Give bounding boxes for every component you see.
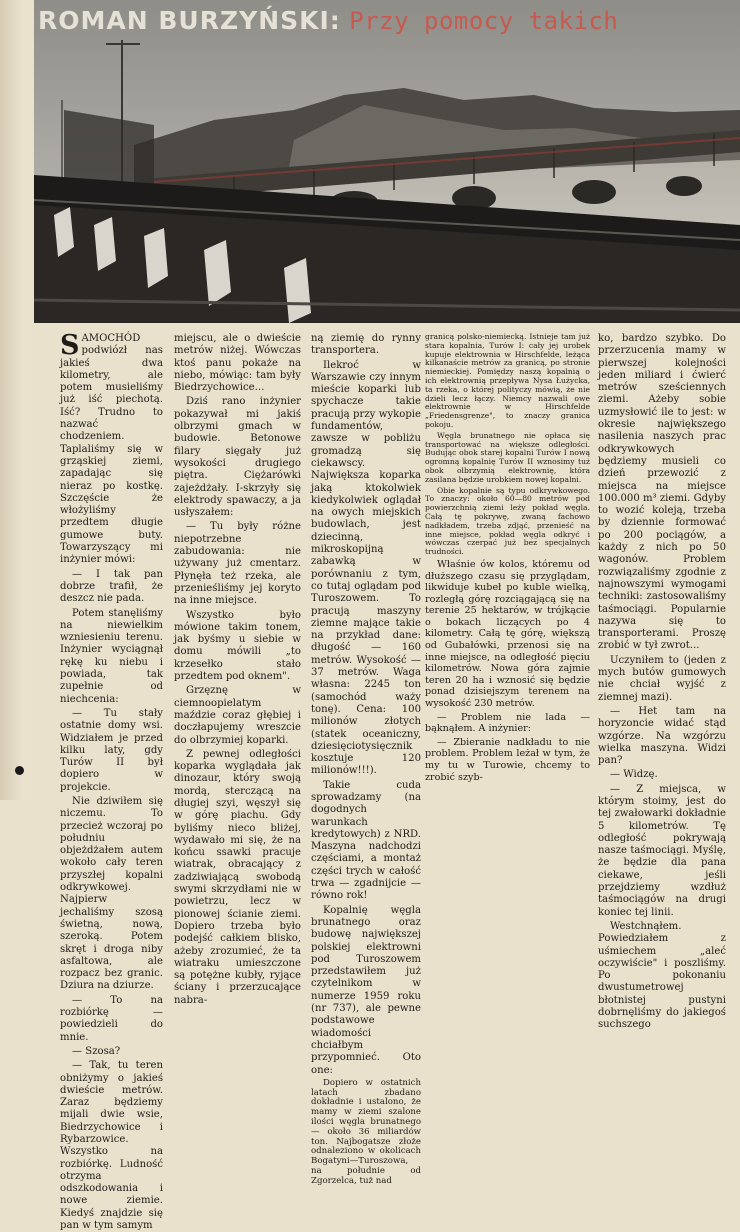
paragraph: Dziś rano inżynier pokazywał mi jakiś olbrzymi gmach w budowie. Betonowe filary sięgały już wysokości drugiego piętra. Ciężarówki zajeżdżały. I-skrzyły się elektrody spawaczy, a ja usłyszałem: [174, 396, 301, 519]
paragraph: — Problem nie lada — bąknąłem. A inżynier: [425, 711, 590, 735]
paragraph: — I tak pan dobrze trafił, że deszcz nie pada. [60, 568, 163, 605]
paragraph: AMOCHÓD podwiózł nas jakieś dwa kilometry, ale potem musieliśmy już iść piechotą. Iść? Trudno to nazwać chodzeniem. Taplaliśmy się w grząskiej ziemi, zapadając się nieraz po kostkę. Szczęście że włożyliśmy przedtem długie gumowe buty. Towarzyszący mi inżynier mówi: [60, 333, 163, 566]
paragraph: Takie cuda sprowadzamy (na dogodnych warunkach kredytowych) z NRD. Maszyna nadchodzi częściami, a montaż części trych w całość trwa — zgadnijcie — równo rok! [311, 779, 421, 902]
text-column-5 [598, 333, 726, 1031]
text-column-1 [60, 330, 163, 1232]
paragraph: Z pewnej odległości koparka wyglądała jak dinozaur, który swoją mordą, sterczącą na długiej szyi, węszył się w górę piachu. Gdy byliśmy nieco bliżej, wydawało mi się, że na końcu ssawki pracuje wiatrak, obracający z zadziwiającą swobodą swymi skrzydłami nie w powietrzu, lecz w pionowej ścianie ziemi. Dopiero trzeba było podejść całkiem blisko, ażeby zrozumieć, że ta wiatraku umieszczone są potężne kubły, ryjące ściany i przerzucające nabra- [174, 748, 301, 1006]
paragraph: Uczyniłem to (jeden z mych butów gumowych nie chciał wyjść z ziemnej mazi). [598, 654, 726, 703]
paragraph: Ilekroć w Warszawie czy innym mieście koparki lub spychacze takie pracują przy wykopie fundamentów, zawsze w pobliżu gromadzą się ciekawscy. Największa koparka jaką ktokolwiek kiedykolwiek oglądał na owych miejskich budowlach, jest dziecinną, mikroskopijną zabawką w porównaniu z tym, co tutaj oglądam pod Turoszowem. To pracują maszyny ziemne mające takie na przykład dane: długość — 160 metrów. Wysokość — 37 metrów. Waga własna: 2245 ton (samochód waży tonę). Cena: 100 milionów złotych (statek oceaniczny, dziesięciotysięcznik kosztuje 120 milionów!!!). [311, 359, 421, 777]
paragraph: Grzęznę w ciemnoopielatym maździe coraz głębiej i doczłapujemy wreszcie do olbrzymiej koparki. [174, 685, 301, 746]
text-column-2 [174, 333, 301, 1006]
paragraph: ną ziemię do rynny transportera. [311, 333, 421, 357]
paragraph: — Widzę. [610, 769, 658, 781]
paragraph: Westchnąłem. Powiedziałem z uśmiechem „aleć oczywiście" i poszliśmy. Po pokonaniu dwustumetrowej błotnistej pustyni dobrnęliśmy do jakiegoś suchszego [598, 920, 726, 1031]
article-headline [38, 2, 738, 42]
paragraph: — Szosa? [72, 1045, 121, 1057]
paragraph: — Tu stały ostatnie domy wsi. Widziałem je przed kilku laty, gdy Turów II był dopiero w projekcie. [60, 707, 163, 793]
text-column-3 [311, 333, 421, 1186]
paragraph: — Het tam na horyzoncie widać stąd wzgórze. Na wzgórzu wielka maszyna. Widzi pan? [598, 705, 726, 767]
bullet-dot [15, 766, 24, 775]
paragraph-small: Dopiero w ostatnich latach zbadano dokładnie i ustalono, że mamy w ziemi szalone ilości węgla brunatnego — około 36 miliardów ton. Najbogatsze złoże odnaleziono w okolicach Bogatyni—Turoszowa, na południe od Zgorzelca, tuż nad [311, 1077, 421, 1186]
article-photo [34, 0, 740, 323]
paragraph: Właśnie ów kolos, któremu od dłuższego czasu się przyglądam, likwiduje kubeł po kuble wielką, rozległą górę rozciągającą się na terenie 25 hektarów, w trójkącie o bokach liczących po 4 kilometry. Całą tę górę, większą od Gubałówki, przenosi się na inne miejsce, na odległość pięciu kilometrów. Nowa góra zajmie teren 20 ha i wznosić się będzie ponad dzisiejszym terenem na wysokość 230 metrów. [425, 558, 590, 710]
paragraph: Nie dziwiłem się niczemu. To przecież wczoraj po południu objeżdżałem autem wokoło cały teren przyszłej kopalni odkrywkowej. Najpierw jechaliśmy szosą świetną, nową, szeroką. Potem skręt i droga niby asfaltowa, ale rozpacz bez granic. Dziura na dziurze. [60, 795, 163, 992]
paragraph: ko, bardzo szybko. Do przerzucenia mamy w pierwszej kolejności jeden miliard i ćwierć metrów sześciennych ziemi. Ażeby sobie uzmysłowić ile to jest: w okresie największego nasilenia naszych prac odkrywkowych będziemy musieli co dzień przewozić z miejsca na miejsce 100.000 m³ ziemi. Gdyby to wozić koleją, trzeba by dziennie formować po 200 pociągów, a każdy z nich po 50 wagonów. Problem rozwiązaliśmy zgodnie z najnowszymi wymogami techniki: zastosowaliśmy taśmociągi. Popularnie nazywa się to transporterami. Proszę zrobić w tył zwrot... [598, 333, 726, 652]
article-title: Przy pomocy takich [349, 7, 619, 35]
page-binding-margin [0, 0, 34, 800]
paragraph: — To na rozbiórkę — powiedzieli do mnie. [60, 994, 163, 1043]
conveyor-photo-illustration [34, 0, 740, 323]
text-column-4 [425, 333, 590, 795]
paragraph: — Z miejsca, w którym stoimy, jest do tej zwałowarki dokładnie 5 kilometrów. Tę odległość pokrywają nasze taśmociągi. Myślę, że będzie dla pana ciekawe, jeśli przejdziemy wzdłuż taśmociągów na drugi koniec tej linii. [598, 783, 726, 918]
drop-cap: S [60, 330, 80, 361]
paragraph: — Tak, tu teren obniżymy o jakieś dwieście metrów. Zaraz będziemy mijali dwie wsie, Biedrzychowice i Rybarzowice. Wszystko na rozbiórkę. Ludność otrzyma odszkodowania i nowe ziemie. Kiedyś znajdzie się pan w tym samym [60, 1060, 163, 1232]
paragraph: Wszystko było mówione takim tonem, jak byśmy u siebie w domu mówili „to krzesełko stało przedtem pod oknem". [174, 609, 301, 683]
paragraph-small: Obie kopalnie są typu odkrywkowego. To znaczy: około 60—80 metrów pod powierzchnią ziemi leży pokład węgla. Całą tę pokrywę, zwaną fachowo nadkładem, trzeba zdjąć, przenieść na inne miejsce, pokład węgla odkryć i wówczas czerpać już bez specjalnych trudności. [425, 485, 590, 557]
paragraph-small: Węgla brunatnego nie opłaca się transportować na większe odległości. Budując obok starej kopalni Turów I nową ogromną kopalnię Turów II wznosimy tuż obok olbrzymią elektrownię, która zasilana będzie urobkiem nowej kopalni. [425, 430, 590, 484]
paragraph: miejscu, ale o dwieście metrów niżej. Wówczas ktoś panu pokaże na niebo, mówiąc: tam były Biedrzychowice... [174, 333, 301, 394]
paragraph: Kopalnię węgla brunatnego oraz budowę największej polskiej elektrowni pod Turoszowem przedstawiłem już czytelnikom w numerze 1959 roku (nr 737), ale pewne podstawowe wiadomości chciałbym przypomnieć. Oto one: [311, 904, 421, 1076]
paragraph: — Zbieranie nadkładu to nie problem. Problem leżał w tym, że my tu w Turowie, chcemy to zrobić szyb- [425, 736, 590, 783]
author-name: ROMAN BURZYŃSKI: [38, 6, 341, 35]
paragraph: Potem stanęliśmy na niewielkim wzniesieniu terenu. Inżynier wyciągnął rękę ku niebu i powiada, tak zupełnie od niechcenia: [60, 607, 163, 705]
paragraph-small: granicą polsko-niemiecką. Istnieje tam już stara kopalnia, Turów I: cały jej urobek kupuje elektrownia w Hirschfelde, leżąca kilkanaście metrów za granicą, po stronie niemieckiej. Pomiędzy naszą kopalnią o ich elektrownią przepływa Nysa Łużycka, ta rzeka, o której polityczy mówią, że nie dzieli lecz łączy. Niemcy nazwali owe elektrownie w Hirschfelde „Friedensgrenze", to znaczy granica pokoju. [425, 332, 590, 429]
paragraph: — Tu były różne niepotrzebne zabudowania: nie używany już cmentarz. Płynęła też rzeka, ale przenieśliśmy jej koryto na inne miejsce. [174, 521, 301, 607]
